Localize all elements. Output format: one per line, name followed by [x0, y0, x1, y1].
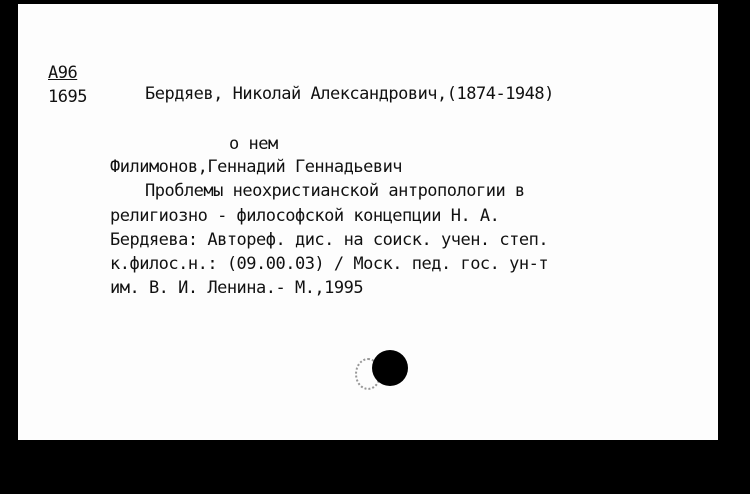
author-name: Филимонов,Геннадий Геннадьевич	[110, 157, 403, 177]
body-line: к.филос.н.: (09.00.03) / Моск. пед. гос. ун-т	[110, 254, 549, 274]
call-number-top: А96	[48, 63, 78, 83]
body-line: Бердяева: Автореф. дис. на соиск. учен. степ.	[110, 230, 549, 250]
subject-heading: Бердяев, Николай Александрович,(1874-1948)	[145, 84, 554, 104]
punch-hole	[372, 350, 408, 386]
body-line: религиозно - философской концепции Н. А.	[110, 206, 500, 226]
subject-subheading: о нем	[229, 134, 278, 154]
call-number-bottom: 1695	[48, 87, 87, 107]
body-line: им. В. И. Ленина.- М.,1995	[110, 278, 364, 298]
body-line: Проблемы неохристианской антропологии в	[145, 181, 525, 201]
